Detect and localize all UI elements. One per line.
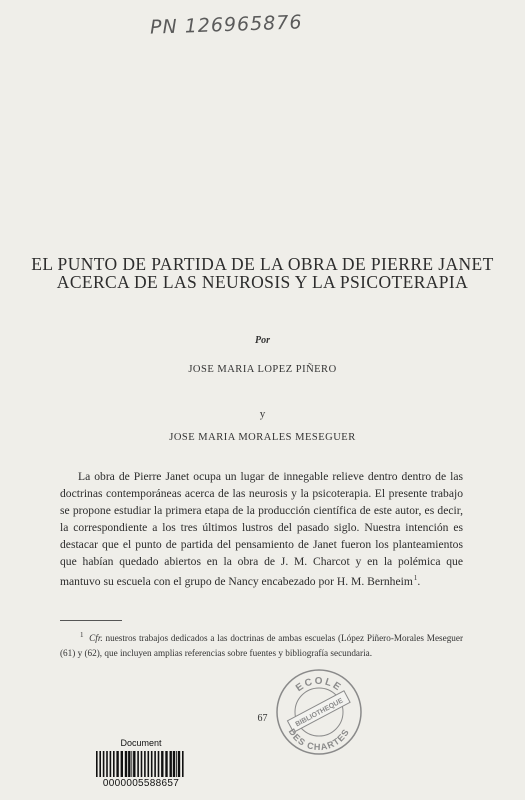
footnote-marker: 1 bbox=[80, 631, 84, 639]
footnote-reference: 1 bbox=[413, 574, 418, 582]
footnote bbox=[60, 628, 463, 661]
barcode-bar bbox=[116, 751, 118, 777]
barcode-bar bbox=[99, 751, 101, 777]
barcode-bar bbox=[125, 751, 127, 777]
barcode-bar bbox=[182, 751, 184, 777]
barcode-bar bbox=[113, 751, 115, 777]
author-conjunction: y bbox=[259, 408, 266, 420]
barcode-bar bbox=[96, 751, 98, 777]
barcode-bar bbox=[106, 751, 108, 777]
barcode-graphic bbox=[95, 751, 187, 777]
barcode-bar bbox=[173, 751, 175, 777]
author-lopez-pinero: JOSE MARIA LOPEZ PIÑERO bbox=[188, 364, 337, 375]
barcode-bar bbox=[161, 751, 163, 777]
barcode-number: 0000005588657 bbox=[102, 778, 180, 789]
handwritten-shelfmark: PN 126965876 bbox=[149, 11, 303, 39]
stamp-bottom-text: DES CHARTES bbox=[286, 726, 352, 753]
barcode-bar bbox=[165, 751, 167, 777]
author-morales-meseguer: JOSE MARIA MORALES MESEGUER bbox=[169, 432, 356, 443]
barcode-bar bbox=[110, 751, 112, 777]
barcode-bar bbox=[176, 751, 177, 777]
footnote-abbrev: Cfr. bbox=[89, 633, 103, 644]
barcode-bar bbox=[141, 751, 143, 777]
barcode-bar bbox=[121, 751, 123, 777]
barcode-bar bbox=[151, 751, 153, 777]
footnote-text: nuestros trabajos dedicados a las doctrinas de ambas escuelas (López Piñero-Morales Meseguer (61) y (62), que incluyen amplias referencias sobre fuentes y bibliografía secundaria. bbox=[60, 633, 464, 659]
body-paragraph: La obra de Pierre Janet ocupa un lugar de innegable relieve dentro dentro de las doctrinas contemporáneas acerca de las neurosis y la psicoterapia. El presente trabajo se propone estudiar la primera etapa de la producción científica de este autor, es decir, la correspondiente a los tres últimos lustros del pasado siglo. Nuestra intención es destacar que el punto de partida del pensamiento de Janet fueron los planteamientos que habían quedado abiertos en la obra de J. M. Charcot y en la polémica que mantuvo su escuela con el grupo de Nancy encabezado por H. M. Bernheim $^1$. bbox=[60, 470, 463, 588]
barcode-bar bbox=[103, 751, 105, 777]
barcode-label: Document bbox=[120, 738, 162, 748]
library-stamp bbox=[275, 668, 363, 756]
barcode-bar bbox=[144, 751, 146, 777]
body-text: La obra de Pierre Janet ocupa un lugar de innegable relieve dentro dentro de las doctrinas contemporáneas acerca de las neurosis y la psicoterapia. El presente trabajo se propone estudiar la primera etapa de la producción científica de este autor, es decir, la correspondiente a los tres últimos lustros del pasado siglo. Nuestra intención es destacar que el punto de partida del pensamiento de Janet fueron los planteamientos que habían quedado abiertos en la obra de J. M. Charcot y en la polémica que mantuvo su escuela con el grupo de Nancy encabezado por H. M. Bernheim bbox=[60, 470, 463, 588]
barcode-bar bbox=[137, 751, 139, 777]
barcode-bar bbox=[158, 751, 160, 777]
article-title: EL PUNTO DE PARTIDA DE LA OBRA DE PIERRE JANET ACERCA DE LAS NEUROSIS Y LA PSICOTERAPIA bbox=[31, 254, 494, 292]
stamp-band-text: BIBLIOTHEQUE bbox=[294, 697, 345, 729]
barcode-bar bbox=[170, 751, 172, 777]
barcode-bar bbox=[131, 751, 132, 777]
footnote-divider bbox=[60, 620, 122, 621]
page-number: 67 bbox=[257, 713, 268, 724]
by-label: Por bbox=[255, 335, 270, 346]
barcode-bar bbox=[133, 751, 135, 777]
stamp-top-text: ECOLE bbox=[294, 675, 344, 695]
barcode-bar bbox=[148, 751, 150, 777]
barcode-bar bbox=[128, 751, 130, 777]
barcode-bar bbox=[154, 751, 156, 777]
barcode-bar bbox=[178, 751, 180, 777]
